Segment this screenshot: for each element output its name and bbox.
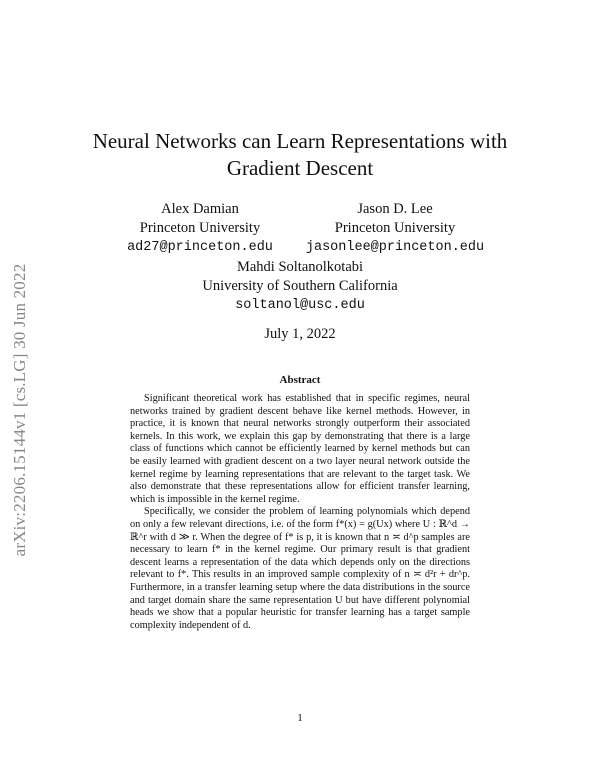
page-number: 1 — [297, 712, 303, 724]
author-affiliation: Princeton University — [139, 220, 261, 236]
abstract-paragraph-2: Specifically, we consider the problem of learning polynomials which depend on only a few relevant directions, i.e. of the form f*(x) = g(Ux) where U : ℝ^d → ℝ^r with d ≫ r. When the degree of f* is p, it is known that n ≍ d^p samples are necessary to learn f* in the kernel regime. Our primary result is that gradient descent learns a representation of the data which depends only on the directions relevant to f*. This results in an improved sample complexity of n ≍ d²r + dr^p. Furthermore, in a transfer learning setup where the data distributions in the source and target domain share the same representation U but have different polynomial heads we show that a popular heuristic for transfer learning has a target sample complexity independent of d. — [130, 506, 470, 631]
abstract-body — [130, 393, 470, 632]
paper-title: Neural Networks can Learn Representations with Gradient Descent — [92, 129, 508, 180]
author-name: Alex Damian — [161, 201, 239, 217]
author-name: Mahdi Soltanolkotabi — [236, 259, 364, 275]
publication-date: July 1, 2022 — [264, 326, 336, 342]
author-affiliation: Princeton University — [334, 220, 456, 236]
author-affiliation: University of Southern California — [202, 278, 398, 294]
author-1 — [100, 200, 300, 257]
arxiv-identifier-text: arXiv:2206.15144v1 [cs.LG] 30 Jun 2022 — [10, 263, 29, 557]
abstract-heading: Abstract — [279, 374, 321, 386]
author-email: soltanol@usc.edu — [235, 298, 365, 313]
author-email: ad27@princeton.edu — [127, 240, 273, 255]
abstract-paragraph-1: Significant theoretical work has established that in specific regimes, neural networks trained by gradient descent behave like kernel methods. However, in practice, it is known that neural networks strongly outperform their associated kernels. In this work, we explain this gap by demonstrating that there is a large class of functions which cannot be efficiently learned by kernel methods but can be easily learned with gradient descent on a two layer neural network outside the kernel regime by learning representations that are relevant to the target task. We also demonstrate that these representations allow for efficient transfer learning, which is impossible in the kernel regime. — [130, 393, 470, 505]
author-email: jasonlee@princeton.edu — [305, 240, 485, 255]
author-name: Jason D. Lee — [357, 201, 433, 217]
author-2 — [300, 200, 490, 257]
arxiv-identifier — [0, 200, 40, 620]
author-3 — [150, 258, 450, 315]
